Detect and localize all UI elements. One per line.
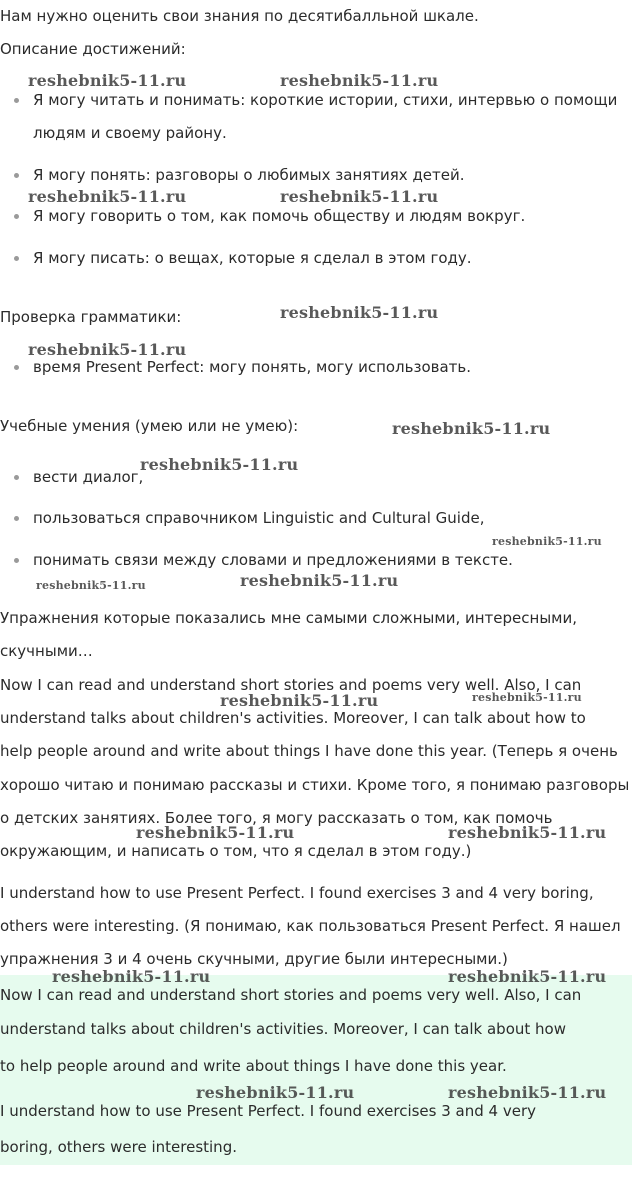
watermark: reshebnik5-11.ru — [448, 967, 607, 986]
grammar-heading: Проверка грамматики: — [0, 308, 182, 326]
watermark: reshebnik5-11.ru — [240, 571, 399, 590]
answer-line: Now I can read and understand short stories and poems very well. Also, I can — [0, 986, 582, 1004]
paragraph-line: окружающим, и написать о том, что я сделал в этом году.) — [0, 842, 472, 860]
answer-line: boring, others were interesting. — [0, 1138, 237, 1156]
watermark: reshebnik5-11.ru — [136, 823, 295, 842]
watermark: reshebnik5-11.ru — [448, 1083, 607, 1102]
watermark: reshebnik5-11.ru — [392, 419, 551, 438]
paragraph-line: others were interesting. (Я понимаю, как пользоваться Present Perfect. Я нашел — [0, 917, 621, 935]
bullet-icon — [14, 558, 19, 563]
answer-line: understand talks about children's activities. Moreover, I can talk about how — [0, 1020, 566, 1038]
paragraph-line: хорошо читаю и понимаю рассказы и стихи. Кроме того, я понимаю разговоры — [0, 776, 630, 794]
answer-line: to help people around and write about things I have done this year. — [0, 1057, 507, 1075]
exercises-heading-continuation: скучными… — [0, 642, 93, 660]
intro-text: Нам нужно оценить свои знания по десятибалльной шкале. — [0, 7, 479, 25]
skills-heading: Учебные умения (умею или не умею): — [0, 417, 299, 435]
skill-item: вести диалог, — [33, 468, 144, 486]
achievement-item: Я могу читать и понимать: короткие истории, стихи, интервью о помощи — [33, 91, 618, 109]
watermark: reshebnik5-11.ru — [196, 1083, 355, 1102]
bullet-icon — [14, 516, 19, 521]
paragraph-line: упражнения 3 и 4 очень скучными, другие были интересными.) — [0, 950, 508, 968]
paragraph-line: Now I can read and understand short stories and poems very well. Also, I can — [0, 676, 582, 694]
watermark: reshebnik5-11.ru — [52, 967, 211, 986]
achievements-heading: Описание достижений: — [0, 40, 186, 58]
achievement-item: Я могу говорить о том, как помочь обществу и людям вокруг. — [33, 207, 526, 225]
paragraph-line: understand talks about children's activities. Moreover, I can talk about how to — [0, 709, 586, 727]
watermark: reshebnik5-11.ru — [280, 187, 439, 206]
watermark: reshebnik5-11.ru — [28, 71, 187, 90]
bullet-icon — [14, 214, 19, 219]
skill-item: пользоваться справочником Linguistic and Cultural Guide, — [33, 509, 485, 527]
watermark: reshebnik5-11.ru — [140, 455, 299, 474]
watermark: reshebnik5-11.ru — [28, 340, 187, 359]
grammar-item: время Present Perfect: могу понять, могу использовать. — [33, 358, 472, 376]
achievement-item-continuation: людям и своему району. — [33, 124, 227, 142]
bullet-icon — [14, 256, 19, 261]
watermark: reshebnik5-11.ru — [492, 535, 602, 548]
achievement-item: Я могу писать: о вещах, которые я сделал в этом году. — [33, 249, 472, 267]
paragraph-line: о детских занятиях. Более того, я могу рассказать о том, как помочь — [0, 809, 553, 827]
achievement-item: Я могу понять: разговоры о любимых занятиях детей. — [33, 166, 465, 184]
skill-item: понимать связи между словами и предложениями в тексте. — [33, 551, 513, 569]
paragraph-line: I understand how to use Present Perfect. I found exercises 3 and 4 very boring, — [0, 884, 594, 902]
bullet-icon — [14, 475, 19, 480]
watermark: reshebnik5-11.ru — [448, 823, 607, 842]
bullet-icon — [14, 98, 19, 103]
watermark: reshebnik5-11.ru — [28, 187, 187, 206]
exercises-heading: Упражнения которые показались мне самыми сложными, интересными, — [0, 609, 577, 627]
watermark: reshebnik5-11.ru — [280, 71, 439, 90]
watermark: reshebnik5-11.ru — [36, 579, 146, 592]
bullet-icon — [14, 365, 19, 370]
answer-line: I understand how to use Present Perfect. I found exercises 3 and 4 very — [0, 1102, 537, 1120]
watermark: reshebnik5-11.ru — [472, 691, 582, 704]
watermark: reshebnik5-11.ru — [280, 303, 439, 322]
bullet-icon — [14, 173, 19, 178]
watermark: reshebnik5-11.ru — [220, 691, 379, 710]
paragraph-line: help people around and write about things I have done this year. (Теперь я очень — [0, 742, 618, 760]
